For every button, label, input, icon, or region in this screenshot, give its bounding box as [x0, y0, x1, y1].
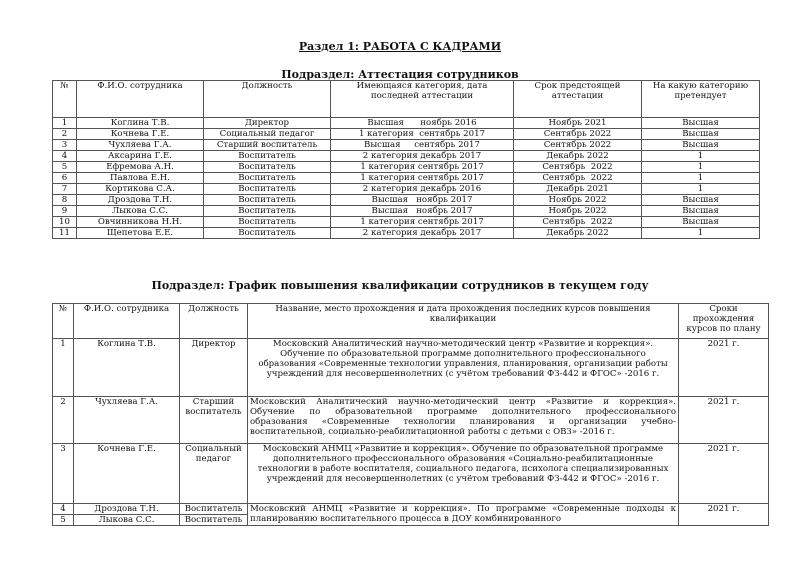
- cell-next: Сентябрь 2022: [514, 140, 642, 151]
- training-title: Подраздел: График повышения квалификации сотрудников в текущем году: [151, 279, 649, 292]
- cell-position: Директор: [204, 118, 331, 129]
- header-name: Ф.И.О. сотрудника: [77, 81, 204, 118]
- cell-plan: 2021 г.: [679, 444, 769, 504]
- cell-next: Сентябрь 2022: [514, 162, 642, 173]
- table-row: [53, 397, 769, 444]
- cell-target: Высшая: [642, 217, 760, 228]
- table-row: [53, 195, 760, 206]
- cell-number: 1: [53, 339, 74, 397]
- cell-next: Сентябрь 2022: [514, 217, 642, 228]
- cell-name: Кортикова С.А.: [77, 184, 204, 195]
- cell-number: 5: [53, 515, 74, 526]
- cell-plan: 2021 г.: [679, 397, 769, 444]
- cell-number: 4: [53, 504, 74, 515]
- cell-position: Директор: [180, 339, 248, 397]
- header-position: Должность: [180, 304, 248, 339]
- cell-name: Чухляева Г.А.: [74, 397, 180, 444]
- table-row: [53, 184, 760, 195]
- cell-target: Высшая: [642, 118, 760, 129]
- cell-name: Кочнева Г.Е.: [74, 444, 180, 504]
- header-target-category: На какую категорию претендует: [642, 81, 760, 118]
- cell-position: Социальный педагог: [180, 444, 248, 504]
- cell-name: Овчинникова Н.Н.: [77, 217, 204, 228]
- cell-next: Декабрь 2022: [514, 151, 642, 162]
- cell-name: Коглина Т.В.: [77, 118, 204, 129]
- cell-course: Московский Аналитический научно-методический центр «Развитие и коррекция». Обучение по образовательной программе дополнительного профессионального образования «Современные технологии планирования и организации учебно-воспитательной, социально-реабилитационной работы с детьми с ОВЗ» -2016 г.: [248, 397, 679, 444]
- cell-target: Высшая: [642, 140, 760, 151]
- cell-position: Социальный педагог: [204, 129, 331, 140]
- cell-number: 10: [53, 217, 77, 228]
- header-current-category: Имеющаяся категория, дата последней аттестации: [331, 81, 514, 118]
- cell-next: Декабрь 2021: [514, 184, 642, 195]
- cell-next: Сентябрь 2022: [514, 173, 642, 184]
- cell-position: Воспитатель: [204, 228, 331, 239]
- header-plan: Сроки прохождения курсов по плану: [679, 304, 769, 339]
- header-next-attestation: Срок предстоящей аттестации: [514, 81, 642, 118]
- cell-target: 1: [642, 228, 760, 239]
- cell-position: Воспитатель: [204, 217, 331, 228]
- cell-name: Щепетова Е.Е.: [77, 228, 204, 239]
- cell-current: Высшая ноябрь 2017: [331, 206, 514, 217]
- cell-position: Старший воспитатель: [204, 140, 331, 151]
- attestation-title: Подраздел: Аттестация сотрудников: [281, 68, 519, 81]
- cell-position: Воспитатель: [204, 195, 331, 206]
- header-course: Название, место прохождения и дата прохождения последних курсов повышения квалификации: [248, 304, 679, 339]
- cell-name: Коглина Т.В.: [74, 339, 180, 397]
- cell-name: Дроздова Т.Н.: [77, 195, 204, 206]
- cell-name: Аксарина Г.Е.: [77, 151, 204, 162]
- cell-course: Московский АНМЦ «Развитие и коррекция». По программе «Современные подходы к планированию воспитательного процесса в ДОУ комбинированного: [248, 504, 679, 526]
- cell-current: 2 категория декабрь 2017: [331, 151, 514, 162]
- table-row: [53, 118, 760, 129]
- cell-target: Высшая: [642, 195, 760, 206]
- cell-number: 4: [53, 151, 77, 162]
- cell-next: Сентябрь 2022: [514, 129, 642, 140]
- cell-name: Чухляева Г.А.: [77, 140, 204, 151]
- section-title: Раздел 1: РАБОТА С КАДРАМИ: [298, 40, 502, 53]
- header-name: Ф.И.О. сотрудника: [74, 304, 180, 339]
- cell-current: 1 категория сентябрь 2017: [331, 217, 514, 228]
- table-row: [53, 151, 760, 162]
- cell-position: Воспитатель: [204, 151, 331, 162]
- table-row: [53, 206, 760, 217]
- cell-target: Высшая: [642, 129, 760, 140]
- cell-current: 2 категория декабрь 2016: [331, 184, 514, 195]
- cell-target: Высшая: [642, 206, 760, 217]
- cell-target: 1: [642, 173, 760, 184]
- table-row: [53, 140, 760, 151]
- cell-position: Воспитатель: [204, 162, 331, 173]
- training-header-row: [53, 304, 769, 339]
- cell-number: 5: [53, 162, 77, 173]
- training-table: [52, 303, 769, 526]
- cell-current: 1 категория сентябрь 2017: [331, 129, 514, 140]
- cell-number: 8: [53, 195, 77, 206]
- cell-target: 1: [642, 162, 760, 173]
- cell-number: 9: [53, 206, 77, 217]
- cell-number: 6: [53, 173, 77, 184]
- cell-position: Старший воспитатель: [180, 397, 248, 444]
- cell-course: Московский АНМЦ «Развитие и коррекция». Обучение по образовательной программе дополнительного профессионального образования «Социально-реабилитационные технологии в работе воспитателя, социального педагога, психолога специализированных учреждений для несовершеннолетних (с учётом требований ФЗ-442 и ФГОС» -2016 г.: [248, 444, 679, 504]
- header-position: Должность: [204, 81, 331, 118]
- cell-number: 7: [53, 184, 77, 195]
- table-row: [53, 339, 769, 397]
- cell-current: Высшая ноябрь 2017: [331, 195, 514, 206]
- table-row: [53, 228, 760, 239]
- attestation-header-row: [53, 81, 760, 118]
- cell-name: Лыкова С.С.: [74, 515, 180, 526]
- attestation-table: [52, 80, 760, 239]
- table-row: [53, 444, 769, 504]
- cell-name: Лыкова С.С.: [77, 206, 204, 217]
- cell-name: Кочнева Г.Е.: [77, 129, 204, 140]
- cell-name: Дроздова Т.Н.: [74, 504, 180, 515]
- cell-current: 1 категория сентябрь 2017: [331, 162, 514, 173]
- cell-position: Воспитатель: [204, 173, 331, 184]
- header-number: №: [53, 81, 77, 118]
- cell-next: Декабрь 2022: [514, 228, 642, 239]
- cell-number: 2: [53, 129, 77, 140]
- cell-next: Ноябрь 2021: [514, 118, 642, 129]
- cell-target: 1: [642, 184, 760, 195]
- cell-current: Высшая сентябрь 2017: [331, 140, 514, 151]
- cell-position: Воспитатель: [204, 184, 331, 195]
- cell-current: 2 категория декабрь 2017: [331, 228, 514, 239]
- cell-position: Воспитатель: [180, 515, 248, 526]
- cell-number: 3: [53, 140, 77, 151]
- cell-number: 1: [53, 118, 77, 129]
- cell-position: Воспитатель: [180, 504, 248, 515]
- cell-course: Московский Аналитический научно-методический центр «Развитие и коррекция». Обучение по образовательной программе дополнительного профессионального образования «Современные технологии управления, планирования, организации работы учреждений для несовершеннолетних (с учётом требований ФЗ-442 и ФГОС» -2016 г.: [248, 339, 679, 397]
- table-row: [53, 162, 760, 173]
- table-row: [53, 173, 760, 184]
- cell-position: Воспитатель: [204, 206, 331, 217]
- cell-current: Высшая ноябрь 2016: [331, 118, 514, 129]
- table-row: [53, 217, 760, 228]
- cell-plan: 2021 г.: [679, 339, 769, 397]
- table-row: [53, 504, 769, 515]
- cell-number: 11: [53, 228, 77, 239]
- cell-name: Павлова Е.Н.: [77, 173, 204, 184]
- cell-current: 1 категория сентябрь 2017: [331, 173, 514, 184]
- cell-target: 1: [642, 151, 760, 162]
- cell-next: Ноябрь 2022: [514, 206, 642, 217]
- cell-number: 3: [53, 444, 74, 504]
- table-row: [53, 129, 760, 140]
- cell-name: Ефремова А.Н.: [77, 162, 204, 173]
- header-number: №: [53, 304, 74, 339]
- cell-plan: 2021 г.: [679, 504, 769, 526]
- cell-next: Ноябрь 2022: [514, 195, 642, 206]
- cell-number: 2: [53, 397, 74, 444]
